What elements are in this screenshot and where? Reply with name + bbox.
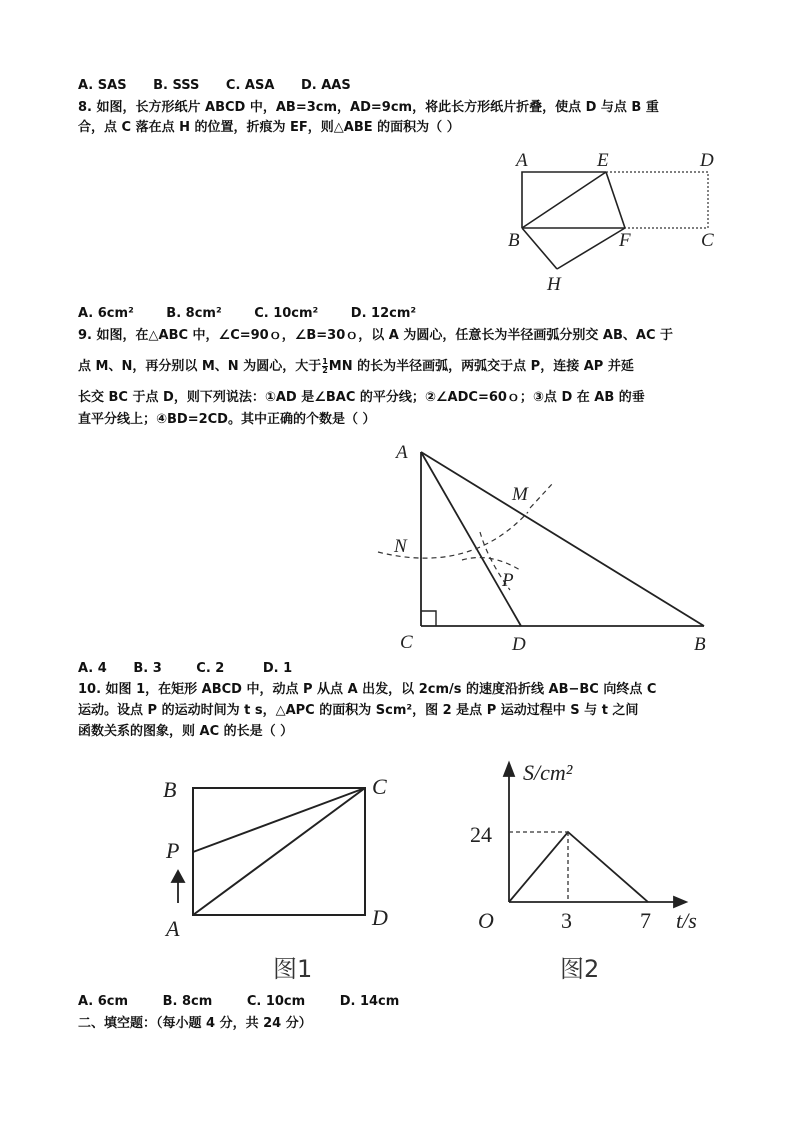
q10-fig1-label-b: B bbox=[163, 777, 177, 802]
q9-label-a: A bbox=[396, 442, 408, 463]
q10-fig2-xlabel: t/s bbox=[676, 908, 697, 933]
q8-label-a: A bbox=[516, 150, 528, 171]
q10-option-c: C. 10cm bbox=[246, 994, 306, 1009]
q9-label-c: C bbox=[400, 632, 413, 653]
q10-option-b: B. 8cm bbox=[162, 994, 213, 1009]
q8-label-d: D bbox=[700, 150, 714, 171]
q10-fig2-caption: 图2 bbox=[560, 955, 600, 983]
q7-option-a: A. SAS bbox=[78, 78, 127, 93]
section-2-title: 二、填空题：（每小题 4 分，共 24 分） bbox=[78, 1016, 312, 1031]
q10-fig2-x-tick-7: 7 bbox=[640, 908, 651, 933]
q10-fig2-ylabel: S/cm² bbox=[523, 760, 573, 785]
q9-label-m: M bbox=[512, 484, 528, 505]
q9-line-4: 直平分线上；④BD=2CD。其中正确的个数是（ ） bbox=[78, 412, 376, 427]
q9-line-2b: MN 的长为半径画弧，两弧交于点 P，连接 AP 并延 bbox=[328, 359, 634, 374]
q10-fig1-label-c: C bbox=[372, 774, 387, 799]
q10-fig1-caption: 图1 bbox=[273, 955, 313, 983]
q10-options bbox=[78, 994, 399, 1010]
q9-frac-den: 2 bbox=[322, 366, 328, 375]
q9-option-b: B. 3 bbox=[133, 661, 162, 676]
q10-option-a: A. 6cm bbox=[78, 994, 129, 1009]
q10-graph-line bbox=[509, 832, 648, 902]
q9-option-c: C. 2 bbox=[196, 661, 225, 676]
q10-fig1-label-p: P bbox=[166, 838, 180, 863]
q10-line-2: 运动。设点 P 的运动时间为 t s，△APC 的面积为 Scm²，图 2 是点 P 运动过程中 S 与 t 之间 bbox=[78, 703, 639, 718]
q8-label-h: H bbox=[547, 274, 561, 295]
q8-option-b: B. 8cm² bbox=[166, 306, 222, 321]
q8-line-1: 8. 如图，长方形纸片 ABCD 中，AB=3cm，AD=9cm，将此长方形纸片折叠，使点 D 与点 B 重 bbox=[78, 100, 659, 115]
q10-fig1-label-d: D bbox=[372, 905, 388, 930]
q8-option-c: C. 10cm² bbox=[254, 306, 319, 321]
q10-y-axis-arrow bbox=[504, 763, 514, 776]
q9-line-3: 长交 BC 于点 D，则下列说法：①AD 是∠BAC 的平分线；②∠ADC=60ｏ；③点 D 在 AB 的垂 bbox=[78, 390, 645, 405]
q9-option-a: A. 4 bbox=[78, 661, 107, 676]
q10-fig2-origin: O bbox=[478, 908, 494, 933]
q10-fig2-y-tick-24: 24 bbox=[470, 822, 492, 847]
q9-line-1: 9. 如图，在△ABC 中，∠C=90ｏ，∠B=30ｏ，以 A 为圆心，任意长为半径画弧分别交 AB、AC 于 bbox=[78, 328, 674, 343]
q10-x-axis-arrow bbox=[674, 897, 686, 907]
q9-label-n: N bbox=[394, 536, 407, 557]
q8-option-a: A. 6cm² bbox=[78, 306, 134, 321]
q8-label-f: F bbox=[619, 230, 631, 251]
q8-label-b: B bbox=[508, 230, 520, 251]
q10-fig1-label-a: A bbox=[166, 916, 180, 941]
q9-frac-num: 1 bbox=[322, 357, 328, 366]
q8-label-c: C bbox=[701, 230, 714, 251]
q9-line-2a: 点 M、N，再分别以 M、N 为圆心，大于 bbox=[78, 359, 322, 374]
q10-line-3: 函数关系的图象，则 AC 的长是（ ） bbox=[78, 724, 294, 739]
q9-label-b: B bbox=[694, 634, 706, 655]
q10-option-d: D. 14cm bbox=[339, 994, 400, 1009]
q7-option-d: D. AAS bbox=[300, 78, 351, 93]
q10-line-1: 10. 如图 1，在矩形 ABCD 中，动点 P 从点 A 出发，以 2cm/s 的速度沿折线 AB−BC 向终点 C bbox=[78, 682, 657, 697]
q7-option-b: B. SSS bbox=[153, 78, 200, 93]
q10-fig2-x-tick-3: 3 bbox=[561, 908, 572, 933]
q8-option-d: D. 12cm² bbox=[350, 306, 417, 321]
q9-option-d: D. 1 bbox=[262, 661, 293, 676]
q7-option-c: C. ASA bbox=[225, 78, 275, 93]
q8-line-2: 合，点 C 落在点 H 的位置，折痕为 EF，则△ABE 的面积为（ ） bbox=[78, 120, 460, 135]
q9-label-p: P bbox=[502, 570, 514, 591]
q9-label-d: D bbox=[512, 634, 526, 655]
q8-label-e: E bbox=[597, 150, 609, 171]
